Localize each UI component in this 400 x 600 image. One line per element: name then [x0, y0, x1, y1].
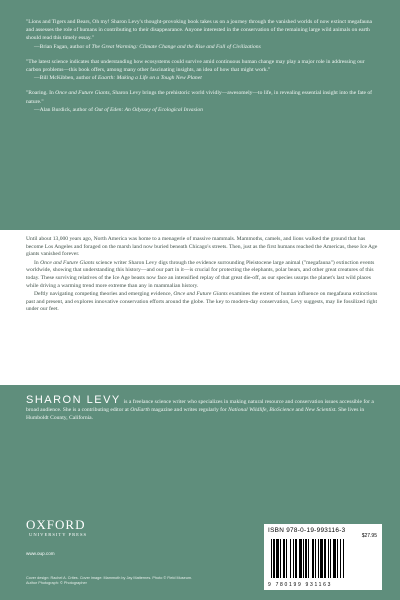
isbn-barcode-box [264, 524, 382, 590]
quote-text-part: "Roaring. In [26, 90, 56, 97]
description-paragraph [26, 260, 378, 290]
bio-text: and [294, 407, 305, 414]
paragraph-text: Deftly navigating competing theories and emerging evidence, [34, 291, 174, 298]
quote-fagan [26, 18, 376, 51]
author-bio [26, 396, 378, 423]
attribution-author: —Brian Fagan, author of [34, 43, 92, 50]
attribution-author: —Alan Burdick, author of [34, 106, 95, 113]
publication-name: New Scientist [305, 407, 336, 414]
publication-name: National Wildlife, BioScience [228, 407, 295, 414]
publisher-url[interactable]: www.oup.com [26, 551, 55, 556]
bio-text: is a freelance science writer who specializes in making natural resource and conservation issues accessible for a broad audience. She is a contributing editor at [26, 399, 374, 414]
paragraph-text: science writer Sharon Levy digs through the evidence surrounding Pleistocene large animal ("megafauna") extinction events worldwide, showing that understanding this history—and our part in it—is crucial for protecting the elephants, polar bears, and other great creatures of this today. These surviving relatives of the Ice Age beasts now face an intensified replay of that great die-off, as our species usurps the planet's last wild places while driving a warming trend more extreme than any in mammalian history. [26, 259, 375, 289]
review-quotes [26, 18, 376, 121]
description-paragraph: Until about 13,000 years ago, North America was home to a menagerie of massive mammals. Mammoths, camels, and lions walked the ground that has become Los Angeles and foraged on the marsh land now buried beneath Chicago's streets. Then, just as the first humans reached the Americas, these Ice Age giants vanished forever. [26, 236, 378, 258]
book-description [0, 230, 400, 385]
book-title: Once and Future Giants [40, 259, 95, 266]
description-paragraph [26, 291, 378, 314]
publisher-logo [26, 517, 87, 537]
quote-text [26, 90, 372, 104]
paragraph-text: examines the extent of human influence on megafauna extinctions past and present, and explores innovative conservation efforts around the globe. The key to modern-day conservation, Levy suggests, may lie fossilized right under our feet. [26, 291, 378, 313]
book-title: Once and Future Giants [173, 291, 228, 298]
paragraph-text: In [34, 259, 41, 266]
cover-credits [26, 576, 246, 586]
bio-text: magazine and writes regularly for [149, 407, 229, 414]
quote-text-part: , Sharon Levy brings the prehistoric world vividly—awesomely—to life, in revealing essential insight into the fate of nature." [26, 90, 373, 105]
author-name: SHARON LEVY [26, 394, 121, 406]
attribution-title: Eaarth: Making a Life on a Tough New Planet [97, 75, 202, 82]
publication-name: OnEarth [130, 407, 150, 414]
quote-burdick [26, 89, 376, 114]
publisher-press: UNIVERSITY PRESS [29, 532, 88, 537]
attribution-title: The Great Warming: Climate Change and the Rise and Fall of Civilizations [91, 43, 261, 50]
quote-attribution [26, 43, 376, 51]
attribution-author: —Bill McKibben, author of [34, 75, 98, 82]
isbn-label: ISBN 978-0-19-993116-3 [268, 527, 346, 534]
attribution-title: Out of Eden: An Odyssey of Ecological Invasion [94, 106, 203, 113]
quote-mckibben [26, 58, 376, 83]
quote-book-title: Once and Future Giants [55, 90, 110, 97]
barcode-icon [269, 539, 377, 578]
quote-text: "The latest science indicates that understanding how ecosystems could survive amid continuous human change may play a major role in addressing our carbon problems—this book offers, among many other fascinating insights, an idea of how that might work." [26, 58, 365, 74]
quote-attribution [26, 106, 376, 114]
quote-attribution [26, 74, 376, 82]
bio-text: . She lives in Humboldt County, California. [26, 407, 365, 422]
quote-text: "Lions and Tigers and Bears, Oh my! Sharon Levy's thought-provoking book takes us on a journey through the vanished worlds of now extinct megafauna and assesses the role of humans in contributing to their disappearance. Anyone interested in the conservation of the remaining large wild animals on earth should read this timely essay." [26, 19, 373, 42]
barcode-digits: 9 780199 931163 [268, 582, 333, 588]
price-label: $27.95 [361, 533, 377, 539]
publisher-name: OXFORD [26, 517, 86, 532]
credit-line: Author Photograph: © Photographer [26, 581, 87, 585]
credit-line: Cover design: Rachel A. Crites. Cover image: Mammoth by Jay Matternes. Photo © Field Museum. [26, 576, 193, 580]
